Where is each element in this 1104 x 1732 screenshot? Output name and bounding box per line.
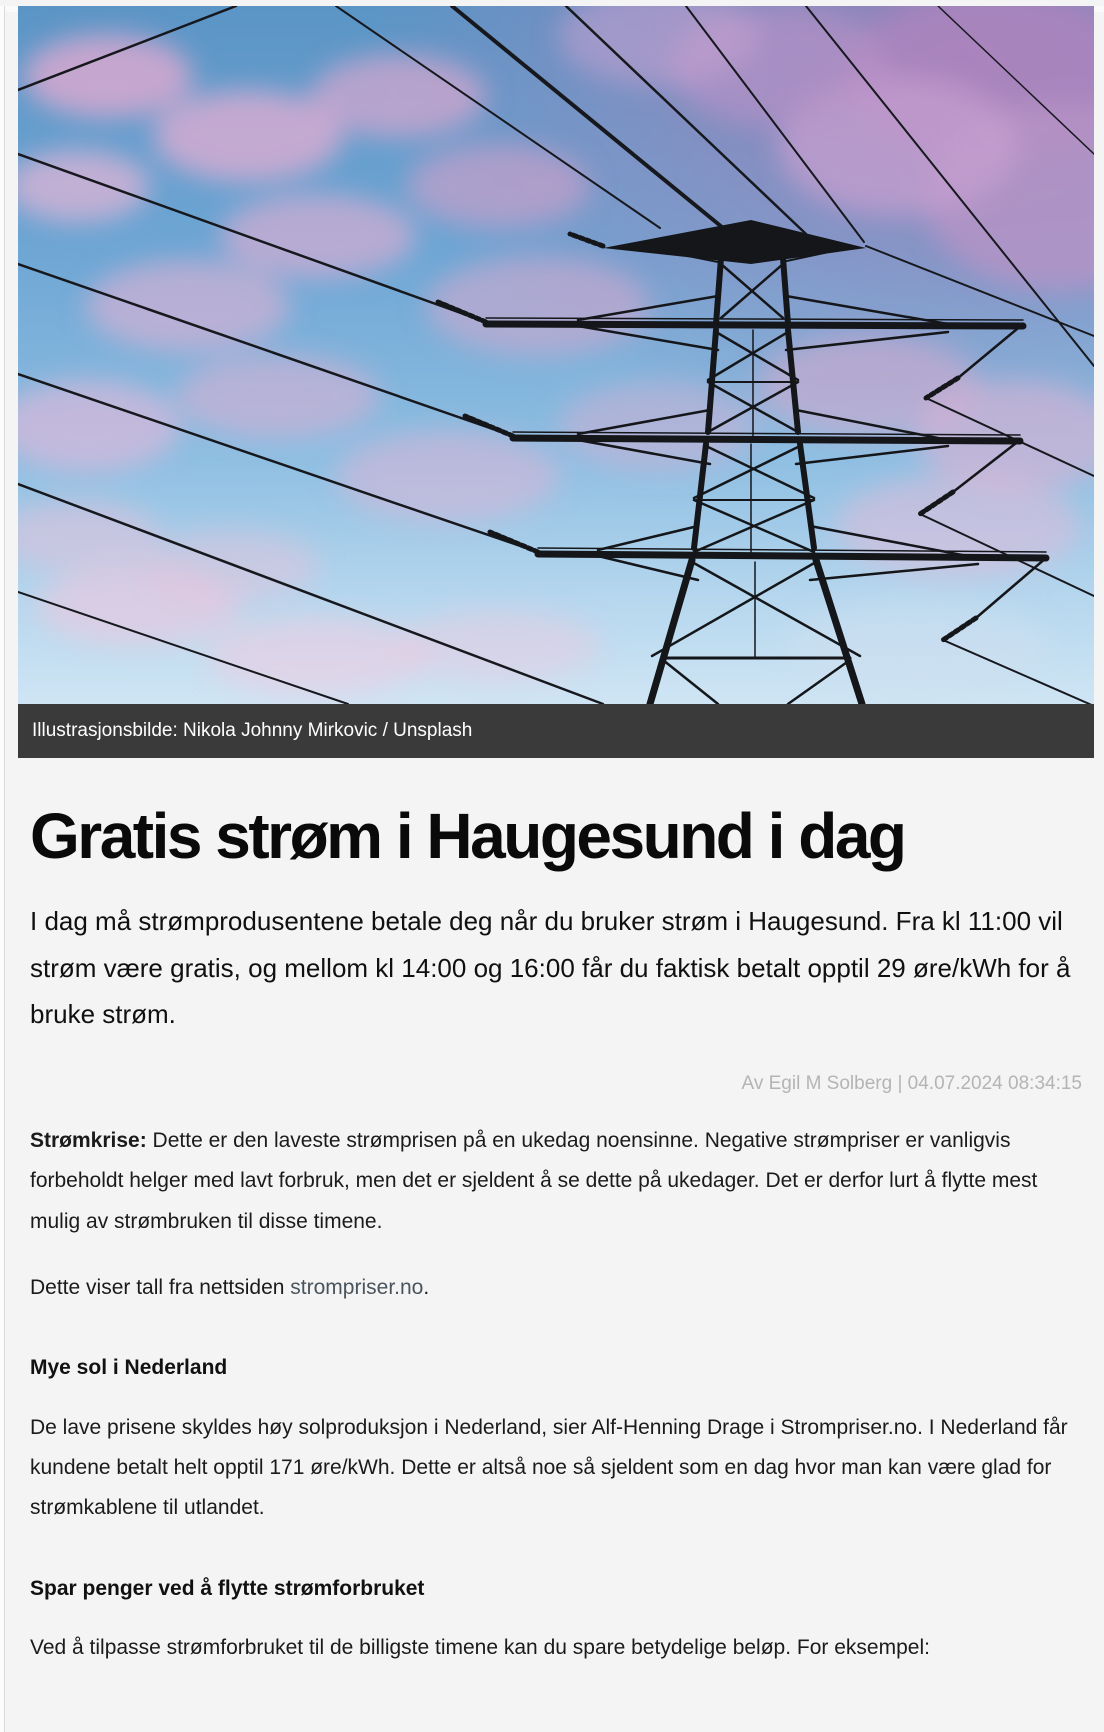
paragraph-stromkrise — [30, 1121, 1082, 1242]
article — [18, 800, 1094, 1668]
page-title: Gratis strøm i Haugesund i dag — [30, 800, 905, 872]
source-text: Dette viser tall fra nettsiden — [30, 1276, 291, 1300]
paragraph-spar-penger: Ved å tilpasse strømforbruket til de billigste timene kan du spare betydelige beløp. For eksempel: — [30, 1635, 930, 1659]
paragraph-source — [30, 1268, 1082, 1308]
paragraph-lead-in: Strømkrise: — [30, 1129, 147, 1153]
subhead-nederland: Mye sol i Nederland — [30, 1356, 228, 1380]
photo-caption: Illustrasjonsbilde: Nikola Johnny Mirkovic / Unsplash — [32, 720, 473, 741]
hero-photo-illustration — [18, 6, 1094, 704]
article-lede: I dag må strømprodusentene betale deg når du bruker strøm i Haugesund. Fra kl 11:00 vil strøm være gratis, og mellom kl 14:00 og 16:00 får du faktisk betalt opptil 29 øre/kWh for å bruke strøm. — [30, 906, 1071, 1029]
strompriser-link[interactable]: strompriser.no — [290, 1276, 424, 1300]
byline: Av Egil M Solberg | 04.07.2024 08:34:15 — [741, 1073, 1082, 1095]
caption-bar — [18, 704, 1094, 758]
paragraph-nederland: De lave prisene skyldes høy solproduksjon i Nederland, sier Alf-Henning Drage i Strompriser.no. I Nederland får kundene betalt helt opptil 171 øre/kWh. Dette er altså noe så sjeldent som en dag hvor man kan være glad for strømkablene til utlandet. — [30, 1415, 1068, 1520]
hero-photo — [18, 6, 1094, 704]
source-text-end: . — [423, 1276, 430, 1300]
left-page-edge — [0, 6, 5, 1732]
subhead-spar-penger: Spar penger ved å flytte strømforbruket — [30, 1576, 425, 1600]
paragraph-lead-rest: Dette er den laveste strømprisen på en ukedag noensinne. Negative strømpriser er vanligvis forbeholdt helger med lavt forbruk, men det er sjeldent å se dette på ukedager. Det er derfor lurt å flytte mest mulig av strømbruken til disse timene. — [30, 1129, 1038, 1233]
